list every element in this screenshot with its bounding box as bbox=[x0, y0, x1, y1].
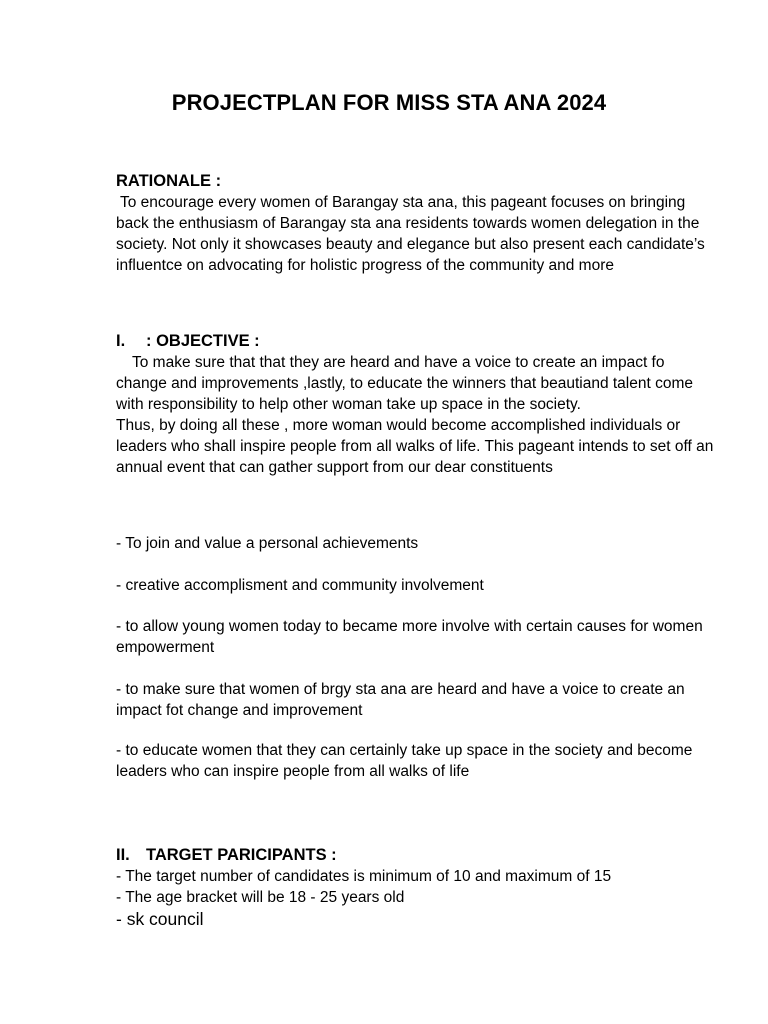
document-title: PROJECTPLAN FOR MISS STA ANA 2024 bbox=[171, 90, 607, 115]
participants-item: - sk council bbox=[116, 909, 204, 929]
objective-heading-row bbox=[116, 330, 716, 352]
participants-heading: TARGET PARICIPANTS : bbox=[146, 846, 337, 864]
participants-item: - The target number of candidates is minimum of 10 and maximum of 15 bbox=[116, 868, 612, 885]
participants-section bbox=[116, 844, 716, 930]
objective-bullet-1: - To join and value a personal achievements bbox=[116, 535, 419, 552]
participants-number: II. bbox=[116, 846, 130, 864]
rationale-heading: RATIONALE : bbox=[116, 172, 222, 190]
objective-bullet-3: - to allow young women today to became more involve with certain causes for women empowerment bbox=[116, 618, 703, 656]
objective-number: I. bbox=[116, 332, 126, 350]
objective-heading: : OBJECTIVE : bbox=[146, 332, 260, 350]
objective-bullet-4: - to make sure that women of brgy sta ana are heard and have a voice to create an impact fot change and improvement bbox=[116, 681, 685, 719]
objective-paragraph-2: Thus, by doing all these , more woman would become accomplished individuals or leaders who shall inspire people from all walks of life. This pageant intends to set off an annual event that can gather support from our dear constituents bbox=[116, 417, 714, 476]
objective-bullet-2: - creative accomplisment and community involvement bbox=[116, 577, 484, 594]
participants-heading-row bbox=[116, 844, 716, 866]
objective-bullet-5: - to educate women that they can certainly take up space in the society and become leaders who can inspire people from all walks of life bbox=[116, 742, 693, 780]
objective-section bbox=[116, 330, 716, 478]
rationale-text: To encourage every women of Barangay sta ana, this pageant focuses on bringing back the enthusiasm of Barangay sta ana residents towards women delegation in the society. Not only it showcases beauty and elegance but also present each candidate’s influentce on advocating for holistic progress of the community and more bbox=[116, 194, 705, 274]
participants-item: - The age bracket will be 18 - 25 years old bbox=[116, 889, 405, 906]
rationale-section bbox=[116, 170, 716, 276]
objective-paragraph-1: To make sure that that they are heard and have a voice to create an impact fo change and improvements ,lastly, to educate the winners that beautiand talent come with responsibility to help other woman take up space in the society. bbox=[116, 354, 694, 413]
